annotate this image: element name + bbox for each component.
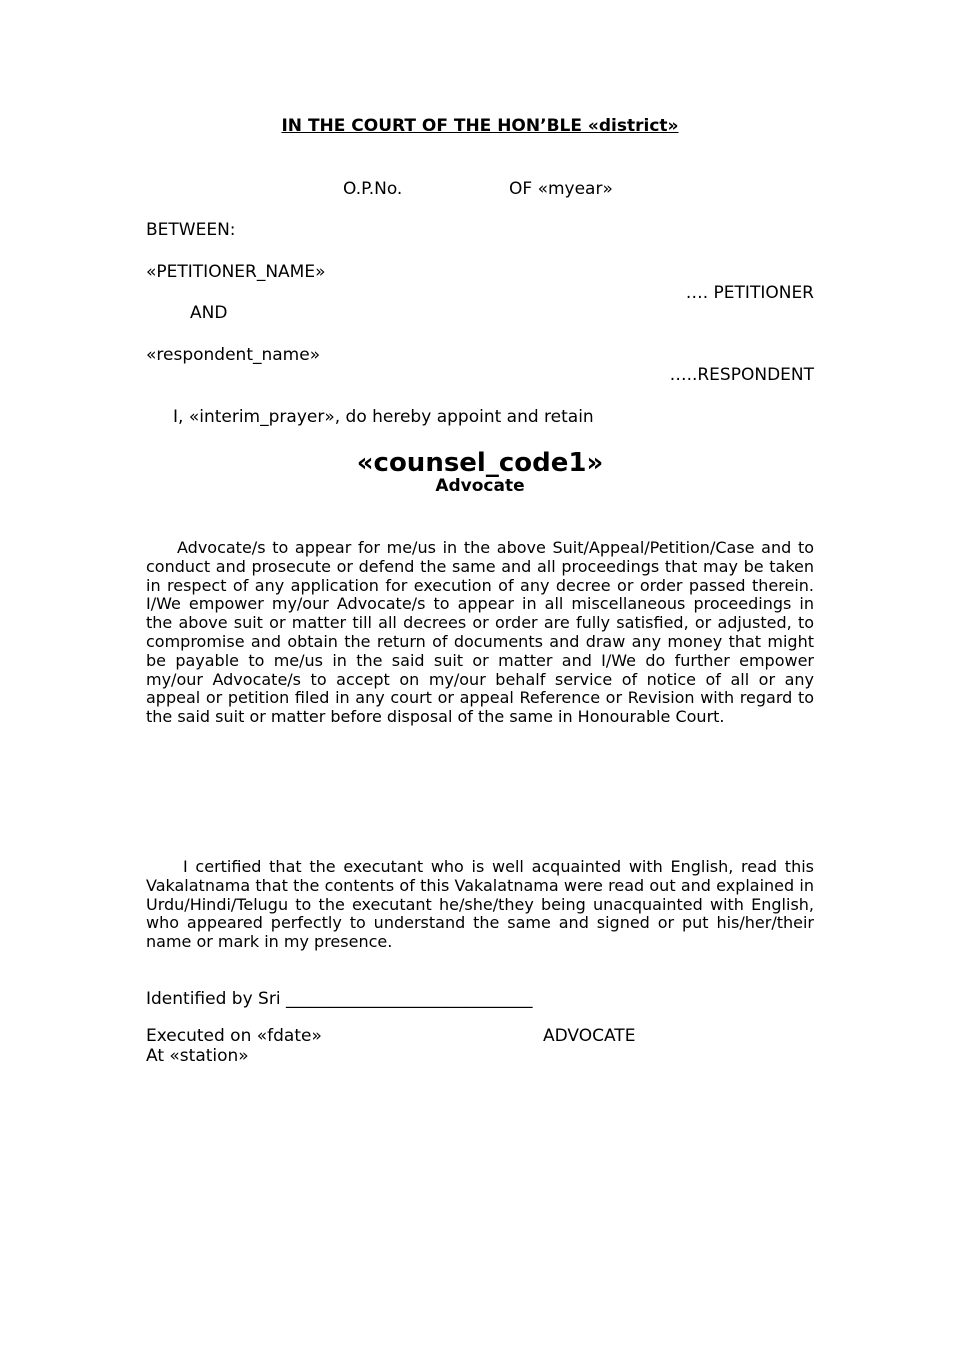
appointment-statement: I, «interim_prayer», do hereby appoint and retain [173,407,594,427]
certification-paragraph: I certified that the executant who is well acquainted with English, read this Vakalatnama that the contents of this Vakalatnama were read out and explained in Urdu/Hindi/Telugu to the executant he/she/they being unacquainted with English, who appeared perfectly to understand the same and signed or put his/her/their name or mark in my presence. [146,857,814,952]
counsel-code: «counsel_code1» [356,448,604,478]
between-label: BETWEEN: [146,220,236,240]
court-title: IN THE COURT OF THE HON’BLE «district» [281,116,679,136]
respondent-name: «respondent_name» [146,345,321,365]
advocate-signature-label: ADVOCATE [543,1026,636,1046]
respondent-role: …..RESPONDENT [669,365,814,385]
and-label: AND [190,303,228,323]
identified-by-line: Identified by Sri _____________________________ [146,989,533,1009]
petitioner-role: …. PETITIONER [685,283,814,303]
executed-on: Executed on «fdate» [146,1026,322,1046]
executed-at-station: At «station» [146,1046,249,1066]
authority-paragraph: Advocate/s to appear for me/us in the above Suit/Appeal/Petition/Case and to conduct and prosecute or defend the same and all proceedings that may be taken in respect of any application for execution of any decree or order passed therein. I/We empower my/our Advocate/s to appear in all miscellaneous proceedings in the above suit or matter till all decrees or order are fully satisfied, or adjusted, to compromise and obtain the return of documents and draw any money that might be payable to me/us in the said suit or matter and I/We do further empower my/our Advocate/s to accept on my/our behalf service of notice of all or any appeal or petition filed in any court or appeal Reference or Revision with regard to the said suit or matter before disposal of the same in Honourable Court. [146,538,814,727]
case-year: OF «myear» [509,179,613,199]
counsel-title: Advocate [435,476,525,496]
petitioner-name: «PETITIONER_NAME» [146,262,326,282]
op-number-label: O.P.No. [343,179,403,199]
